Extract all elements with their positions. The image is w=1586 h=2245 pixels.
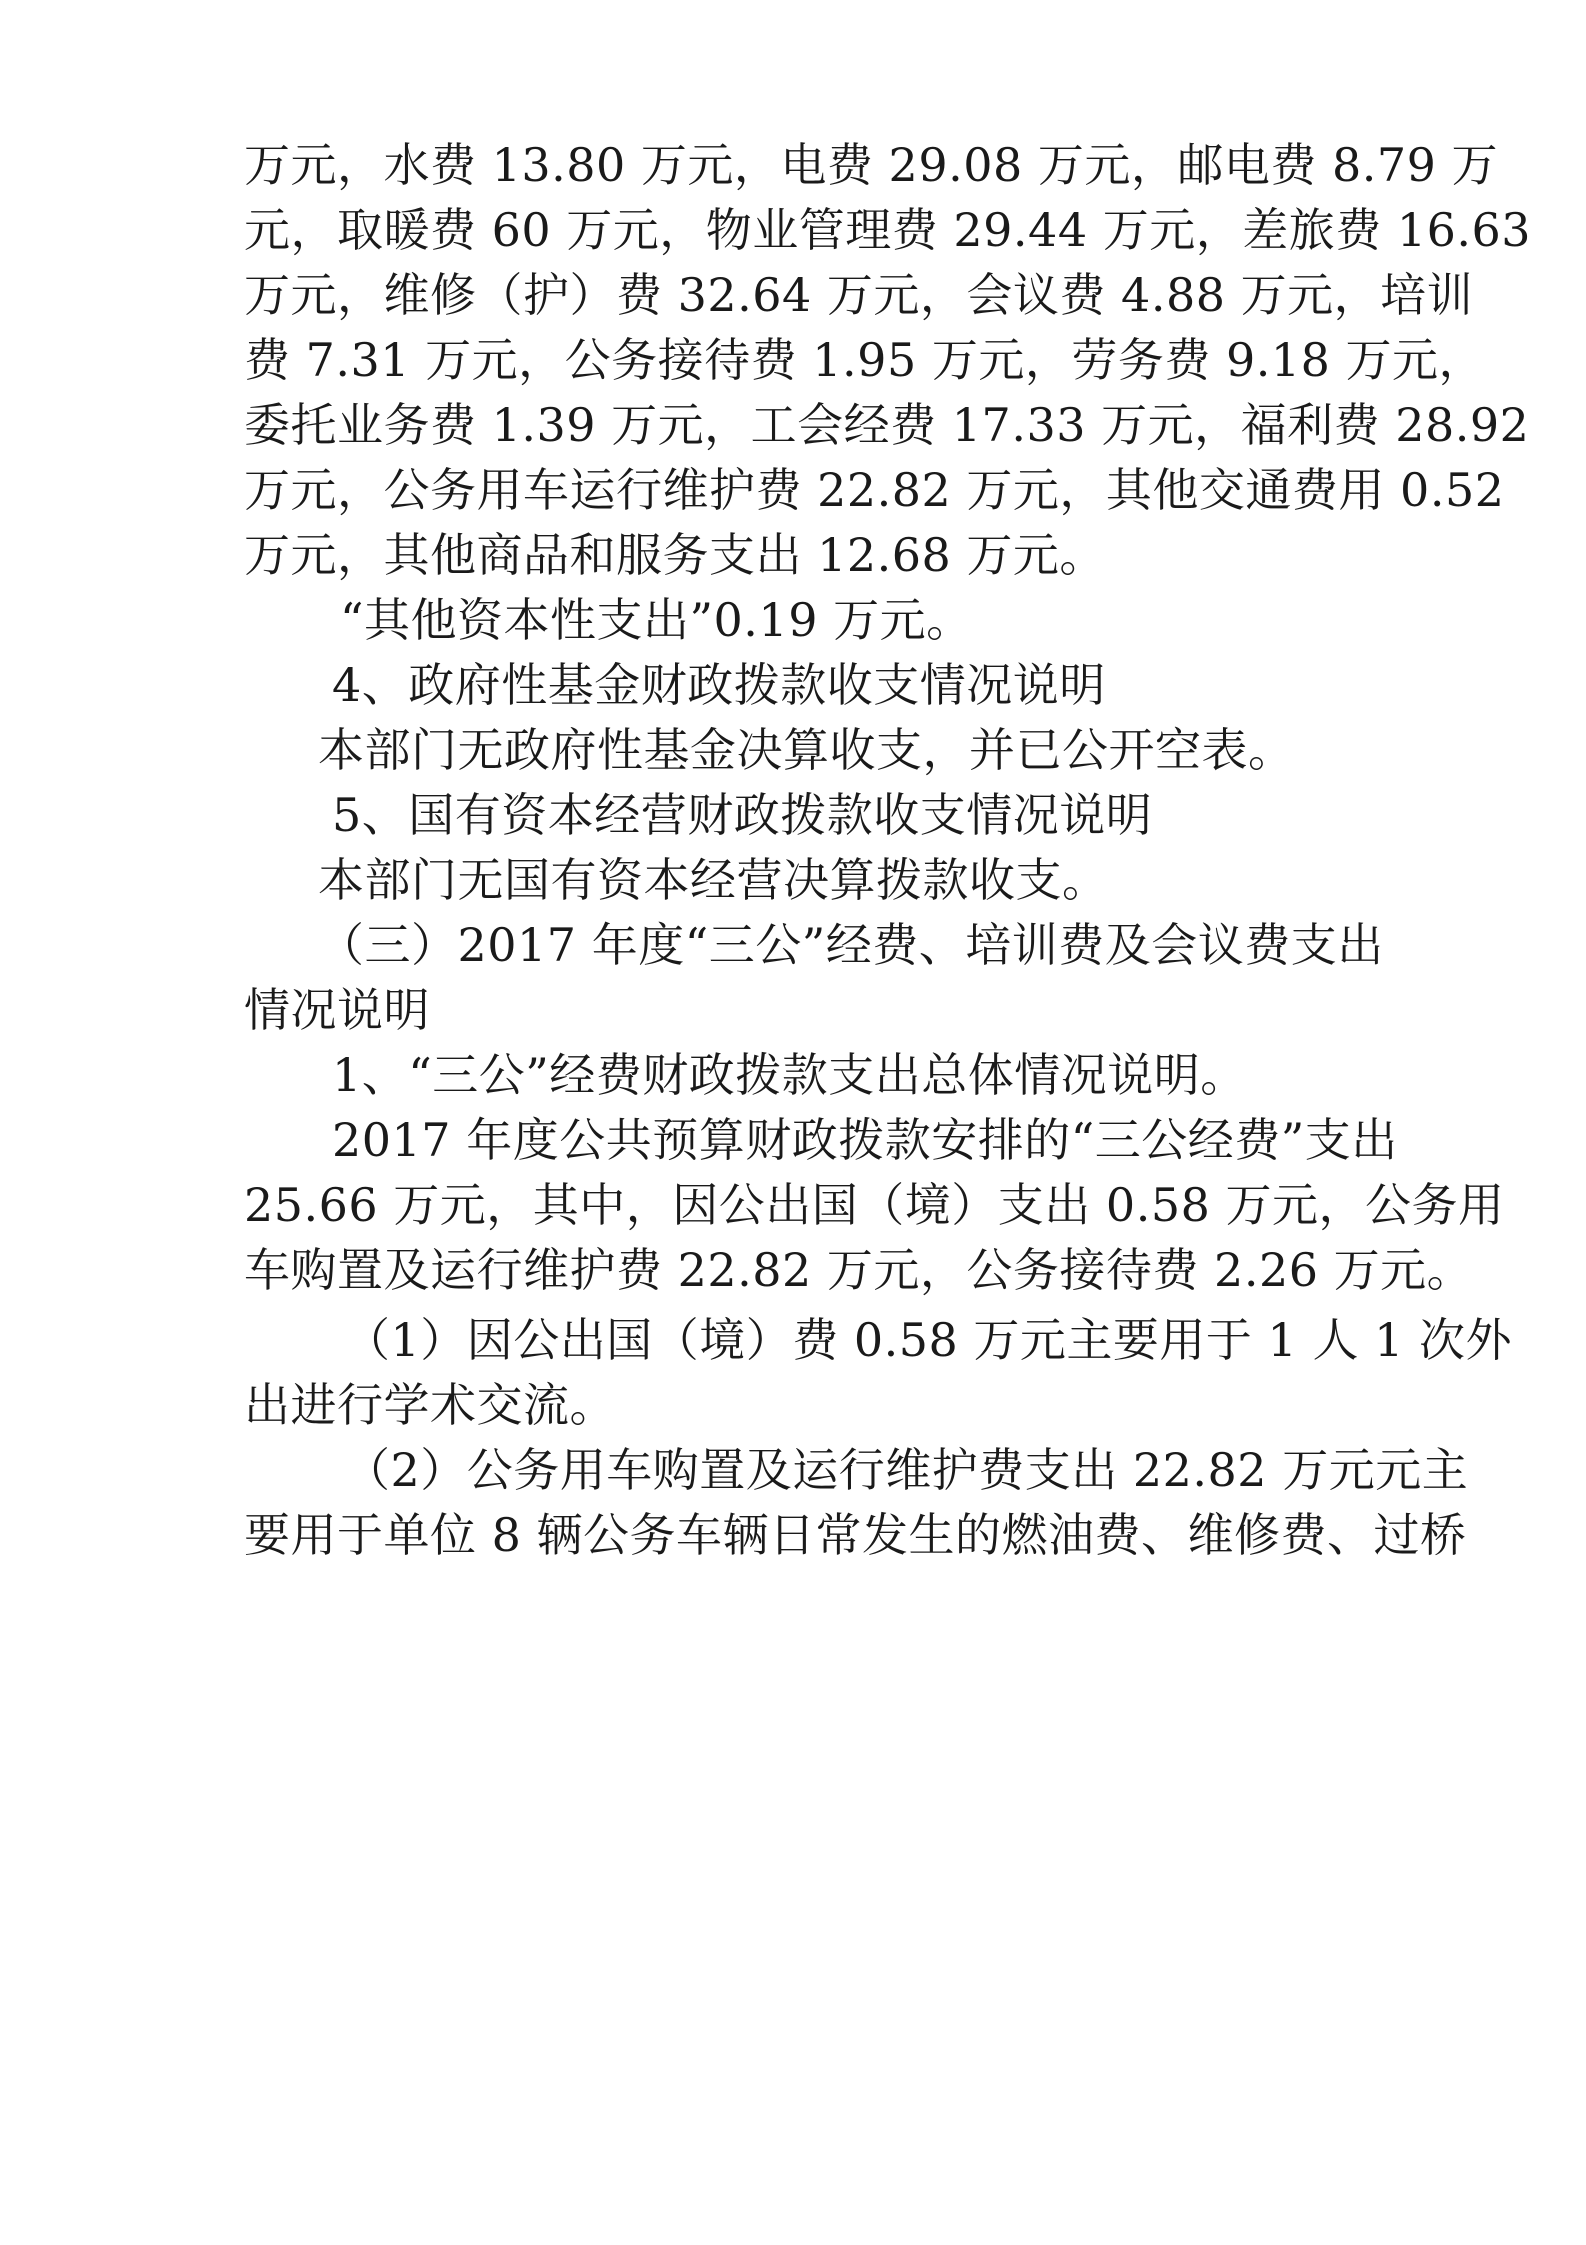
body-text-line: 万元，水费 13.80 万元，电费 29.08 万元，邮电费 8.79 万 (244, 138, 1499, 192)
section-heading: 情况说明 (244, 983, 430, 1037)
subsection-heading: 1、“三公”经费财政拨款支出总体情况说明。 (332, 1048, 1247, 1102)
body-text-line: 元，取暖费 60 万元，物业管理费 29.44 万元，差旅费 16.63 (244, 203, 1532, 257)
body-text-line: 万元，其他商品和服务支出 12.68 万元。 (244, 528, 1106, 582)
body-text-line: 出进行学术交流。 (244, 1378, 616, 1432)
body-text-line: 万元，维修（护）费 32.64 万元，会议费 4.88 万元，培训 (244, 268, 1474, 322)
body-text-line: 本部门无政府性基金决算收支，并已公开空表。 (318, 723, 1295, 777)
section-heading: 5、国有资本经营财政拨款收支情况说明 (332, 788, 1153, 842)
body-text-line: “其他资本性支出”0.19 万元。 (340, 593, 973, 647)
body-text-line: 车购置及运行维护费 22.82 万元，公务接待费 2.26 万元。 (244, 1243, 1474, 1297)
body-text-line: 要用于单位 8 辆公务车辆日常发生的燃油费、维修费、过桥 (244, 1508, 1467, 1562)
body-text-line: （2）公务用车购置及运行维护费支出 22.82 万元元主 (344, 1443, 1469, 1497)
body-text-line: 万元，公务用车运行维护费 22.82 万元，其他交通费用 0.52 (244, 463, 1505, 517)
body-text-line: （1）因公出国（境）费 0.58 万元主要用于 1 人 1 次外 (344, 1313, 1512, 1367)
body-text-line: 2017 年度公共预算财政拨款安排的“三公经费”支出 (332, 1113, 1398, 1167)
section-heading: 4、政府性基金财政拨款收支情况说明 (332, 658, 1106, 712)
body-text-line: 25.66 万元，其中，因公出国（境）支出 0.58 万元，公务用 (244, 1178, 1505, 1232)
body-text-line: 费 7.31 万元，公务接待费 1.95 万元，劳务费 9.18 万元， (244, 333, 1485, 387)
body-text-line: 委托业务费 1.39 万元，工会经费 17.33 万元，福利费 28.92 (244, 398, 1530, 452)
section-heading: （三）2017 年度“三公”经费、培训费及会议费支出 (318, 918, 1384, 972)
body-text-line: 本部门无国有资本经营决算拨款收支。 (318, 853, 1109, 907)
